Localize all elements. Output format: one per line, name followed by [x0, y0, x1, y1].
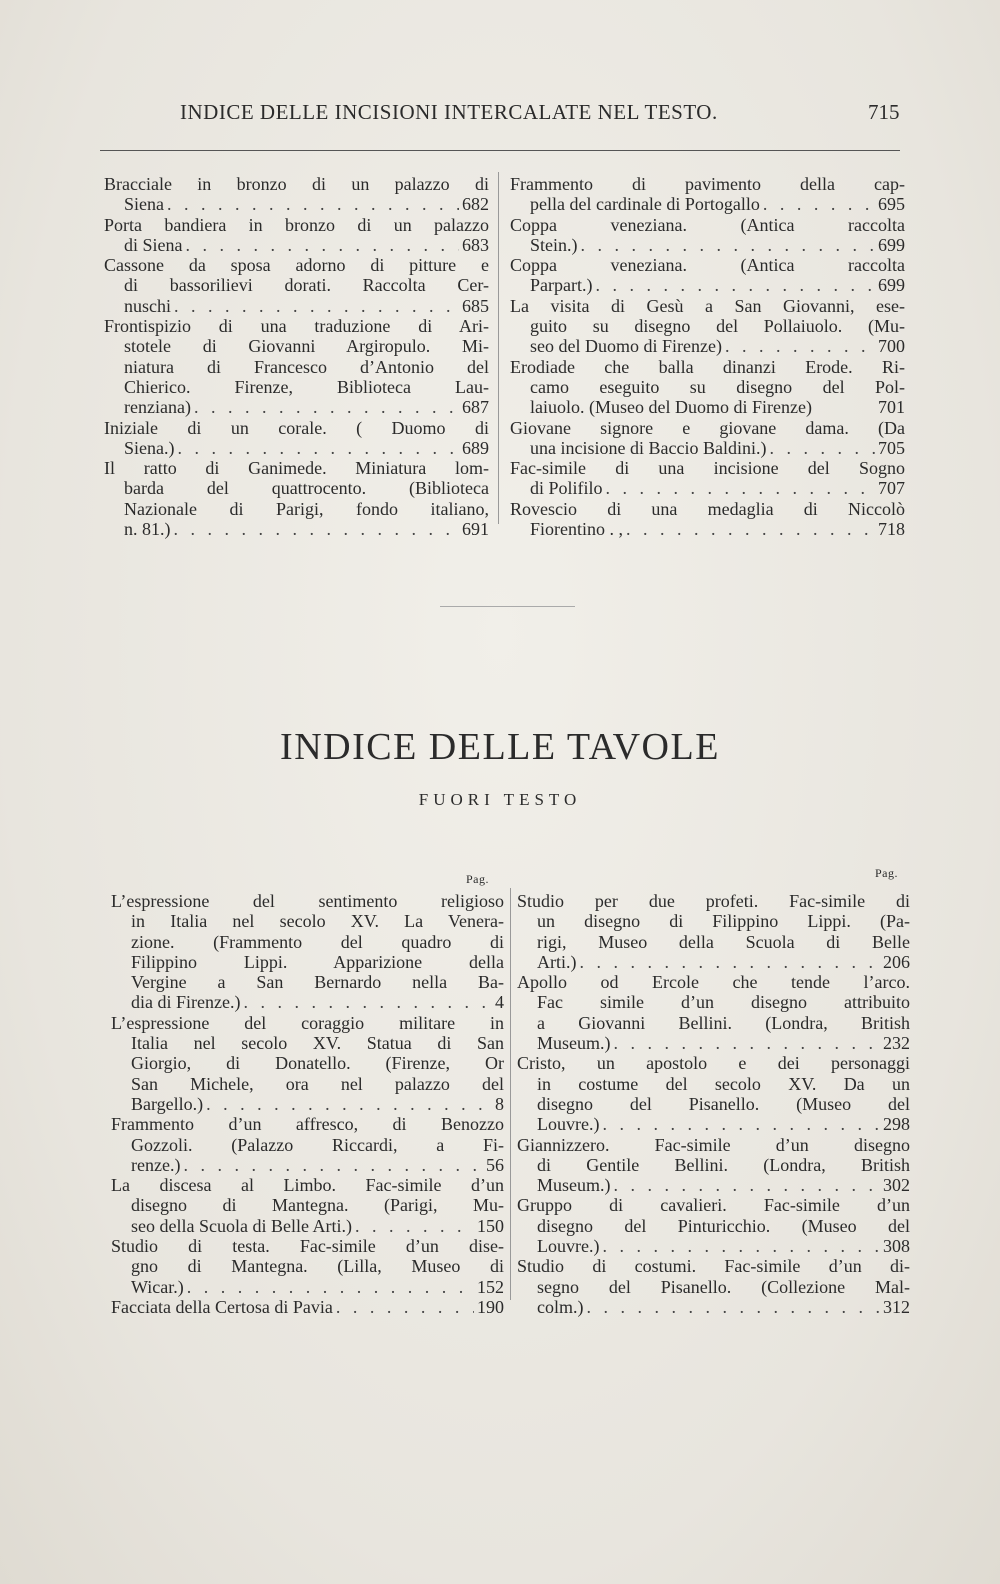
entry-text-line: Fiorentino . ,: [530, 519, 623, 540]
entry-text-line: Vergine a San Bernardo nella Ba-: [131, 972, 504, 993]
entry-text-line: disegno del Pisanello. (Museo del: [537, 1093, 910, 1114]
entry-page-number: 56: [486, 1154, 504, 1175]
entry-text-line: Gruppo di cavalieri. Fac-simile d’un: [517, 1195, 910, 1216]
entry-page-number: 685: [462, 295, 489, 316]
entry-page-number: 682: [462, 194, 489, 215]
entry-text-line: renziana): [124, 397, 191, 418]
dot-leader: [174, 519, 460, 539]
entry-page-number: 718: [878, 519, 905, 540]
entry-text-line: San Michele, ora nel palazzo del: [131, 1073, 504, 1094]
entry-text-line: seo del Duomo di Firenze): [530, 336, 722, 357]
index-entry: [517, 972, 910, 1053]
entry-text-line: Rovescio di una medaglia di Niccolò: [510, 498, 905, 519]
index-entry: [510, 296, 905, 357]
entry-text-line: dia di Firenze.): [131, 992, 241, 1013]
entry-text-line: nuschi: [124, 295, 171, 316]
entry-page-number: 699: [878, 234, 905, 255]
entry-page-number: 308: [883, 1236, 910, 1257]
entry-text-line: Museum.): [537, 1175, 611, 1196]
column-divider: [510, 888, 511, 1300]
entry-text-line: disegno di Mantegna. (Parigi, Mu-: [131, 1195, 504, 1216]
index-entry: [510, 255, 905, 296]
entry-page-number: 150: [477, 1215, 504, 1236]
entry-text-line: Siena: [124, 194, 164, 215]
dot-leader: [602, 1114, 880, 1134]
entry-text-line: di Gentile Bellini. (Londra, British: [537, 1154, 910, 1175]
entry-text-line: Siena.): [124, 437, 175, 458]
entry-text-line: in Italia nel secolo XV. La Venera-: [131, 911, 504, 932]
entry-text-line: Louvre.): [537, 1236, 600, 1257]
entry-text-line: Cassone da sposa adorno di pitture e: [104, 255, 489, 276]
entry-text-line: Stein.): [530, 234, 578, 255]
index-entry: [104, 316, 489, 417]
running-head: INDICE DELLE INCISIONI INTERCALATE NEL TESTO.: [180, 100, 718, 124]
entry-text-line: Cristo, un apostolo e dei personaggi: [517, 1053, 910, 1074]
dot-leader: [580, 952, 881, 972]
entry-text-line: n. 81.): [124, 519, 171, 540]
dot-leader: [243, 992, 492, 1012]
entry-page-number: 302: [883, 1175, 910, 1196]
entry-text-line: gno di Mantegna. (Lilla, Museo di: [131, 1256, 504, 1277]
dot-leader: [602, 1236, 880, 1256]
dot-leader: [606, 478, 875, 498]
entry-text-line: Studio di testa. Fac-simile d’un dise-: [111, 1236, 504, 1257]
entry-text-line: zione. (Frammento del quadro di: [131, 931, 504, 952]
entry-text-line: disegno del Pinturicchio. (Museo del: [537, 1215, 910, 1236]
entry-page-number: 705: [878, 437, 905, 458]
plates-column-right: [517, 891, 910, 1317]
entry-text-line: Chierico. Firenze, Biblioteca Lau-: [124, 376, 489, 397]
entry-text-line: laiuolo. (Museo del Duomo di Firenze): [530, 397, 812, 418]
entry-text-line: Porta bandiera in bronzo di un palazzo: [104, 214, 489, 235]
entry-text-line: camo eseguito su disegno del Pol-: [530, 376, 905, 397]
index-entry: [510, 418, 905, 459]
index-entry: [111, 1114, 504, 1175]
dot-leader: [581, 235, 876, 255]
dot-leader: [769, 438, 875, 458]
entry-text-line: Frontispizio di una traduzione di Ari-: [104, 316, 489, 337]
dot-leader: [626, 519, 875, 539]
index-entry: [104, 174, 489, 215]
entry-text-line: una incisione di Baccio Baldini.): [530, 437, 767, 458]
entry-text-line: Erodiade che balla dinanzi Erode. Ri-: [510, 356, 905, 377]
entry-text-line: renze.): [131, 1154, 181, 1175]
entry-text-line: un disegno di Filippino Lippi. (Pa-: [537, 911, 910, 932]
index-entry: [111, 1013, 504, 1114]
dot-leader: [587, 1297, 881, 1317]
index-column-top-right: [510, 174, 905, 539]
index-entry: [517, 1195, 910, 1256]
pag-label-left: Pag.: [466, 872, 489, 886]
index-entry: [517, 1256, 910, 1317]
dot-leader: [355, 1216, 474, 1236]
entry-text-line: Louvre.): [537, 1114, 600, 1135]
entry-page-number: 4: [495, 992, 504, 1013]
dot-leader: [186, 235, 460, 255]
index-entry: [104, 418, 489, 459]
entry-text-line: di Siena: [124, 234, 183, 255]
entry-text-line: L’espressione del coraggio militare in: [111, 1012, 504, 1033]
dot-leader: [614, 1175, 881, 1195]
index-entry: [104, 215, 489, 256]
entry-page-number: 699: [878, 275, 905, 296]
entry-text-line: Wicar.): [131, 1276, 184, 1297]
dot-leader: [177, 438, 459, 458]
entry-text-line: Il ratto di Ganimede. Miniatura lom-: [104, 458, 489, 479]
entry-page-number: 312: [883, 1296, 910, 1317]
entry-text-line: Arti.): [537, 951, 577, 972]
entry-page-number: 700: [878, 336, 905, 357]
index-entry: [517, 891, 910, 972]
entry-text-line: La visita di Gesù a San Giovanni, ese-: [510, 295, 905, 316]
entry-page-number: 152: [477, 1276, 504, 1297]
index-entry: [111, 1297, 504, 1317]
entry-text-line: Gozzoli. (Palazzo Riccardi, a Fi-: [131, 1134, 504, 1155]
entry-text-line: niatura di Francesco d’Antonio del: [124, 356, 489, 377]
dot-leader: [167, 194, 459, 214]
index-entry: [510, 357, 905, 418]
entry-page-number: 232: [883, 1033, 910, 1054]
entry-text-line: Apollo od Ercole che tende l’arco.: [517, 972, 910, 993]
entry-text-line: Fac simile d’un disegno attribuito: [537, 992, 910, 1013]
entry-page-number: 190: [477, 1296, 504, 1317]
entry-text-line: stotele di Giovanni Argiropulo. Mi-: [124, 336, 489, 357]
entry-text-line: L’espressione del sentimento religioso: [111, 891, 504, 911]
entry-page-number: 701: [878, 397, 905, 418]
header-rule: [100, 150, 900, 151]
entry-page-number: 298: [883, 1114, 910, 1135]
entry-text-line: Bargello.): [131, 1093, 204, 1114]
dot-leader: [614, 1033, 881, 1053]
entry-text-line: guito su disegno del Pollaiuolo. (Mu-: [530, 316, 905, 337]
entry-text-line: La discesa al Limbo. Fac-simile d’un: [111, 1175, 504, 1196]
entry-text-line: Facciata della Certosa di Pavia: [111, 1296, 333, 1317]
dot-leader: [725, 336, 875, 356]
index-entry: [510, 174, 905, 215]
dot-leader: [187, 1277, 474, 1297]
entry-text-line: Fac-simile di una incisione del Sogno: [510, 458, 905, 479]
entry-text-line: a Giovanni Bellini. (Londra, British: [537, 1012, 910, 1033]
index-entry: [111, 1236, 504, 1297]
entry-text-line: Giannizzero. Fac-simile d’un disegno: [517, 1134, 910, 1155]
entry-text-line: Bracciale in bronzo di un palazzo di: [104, 174, 489, 194]
index-entry: [111, 1175, 504, 1236]
entry-text-line: Museum.): [537, 1033, 611, 1054]
entry-text-line: Parpart.): [530, 275, 593, 296]
dot-leader: [194, 397, 459, 417]
dot-leader: [206, 1094, 492, 1114]
entry-page-number: 691: [462, 519, 489, 540]
entry-text-line: Giorgio, di Donatello. (Firenze, Or: [131, 1053, 504, 1074]
entry-text-line: Studio di costumi. Fac-simile d’un di-: [517, 1256, 910, 1277]
section-rule: [440, 606, 575, 607]
entry-page-number: 687: [462, 397, 489, 418]
index-entry: [517, 1135, 910, 1196]
entry-page-number: 683: [462, 234, 489, 255]
entry-text-line: Frammento di pavimento della cap-: [510, 174, 905, 194]
entry-text-line: di bassorilievi dorati. Raccolta Cer-: [124, 275, 489, 296]
index-entry: [510, 458, 905, 499]
entry-text-line: Giovane signore e giovane dama. (Da: [510, 417, 905, 438]
entry-page-number: 689: [462, 437, 489, 458]
entry-text-line: in costume del secolo XV. Da un: [537, 1073, 910, 1094]
section-subtitle: FUORI TESTO: [418, 790, 582, 809]
entry-text-line: colm.): [537, 1296, 584, 1317]
index-column-top-left: [104, 174, 489, 539]
entry-text-line: Frammento d’un affresco, di Benozzo: [111, 1114, 504, 1135]
entry-text-line: Coppa veneziana. (Antica raccolta: [510, 255, 905, 276]
section-title: INDICE DELLE TAVOLE: [280, 726, 720, 768]
column-divider: [498, 172, 499, 524]
index-entry: [104, 458, 489, 539]
entry-text-line: di Polifilo: [530, 478, 603, 499]
dot-leader: [595, 275, 875, 295]
dot-leader: [174, 296, 459, 316]
index-entry: [111, 891, 504, 1013]
entry-text-line: rigi, Museo della Scuola di Belle: [537, 931, 910, 952]
entry-page-number: 695: [878, 194, 905, 215]
dot-leader: [336, 1297, 474, 1317]
plates-column-left: [111, 891, 504, 1317]
pag-label-right: Pag.: [875, 866, 898, 880]
entry-text-line: pella del cardinale di Portogallo: [530, 194, 760, 215]
entry-page-number: 8: [495, 1093, 504, 1114]
entry-text-line: Coppa veneziana. (Antica raccolta: [510, 214, 905, 235]
entry-text-line: segno del Pisanello. (Collezione Mal-: [537, 1276, 910, 1297]
index-entry: [510, 499, 905, 540]
entry-text-line: Iniziale di un corale. ( Duomo di: [104, 417, 489, 438]
index-entry: [510, 215, 905, 256]
entry-text-line: Filippino Lippi. Apparizione della: [131, 951, 504, 972]
entry-text-line: Nazionale di Parigi, fondo italiano,: [124, 498, 489, 519]
entry-page-number: 707: [878, 478, 905, 499]
page-number: 715: [868, 100, 900, 124]
entry-page-number: 206: [883, 951, 910, 972]
dot-leader: [763, 194, 875, 214]
entry-text-line: Studio per due profeti. Fac-simile di: [517, 891, 910, 911]
dot-leader: [183, 1155, 483, 1175]
entry-text-line: barda del quattrocento. (Biblioteca: [124, 478, 489, 499]
index-entry: [104, 255, 489, 316]
entry-text-line: Italia nel secolo XV. Statua di San: [131, 1033, 504, 1054]
entry-text-line: seo della Scuola di Belle Arti.): [131, 1215, 352, 1236]
index-entry: [517, 1053, 910, 1134]
